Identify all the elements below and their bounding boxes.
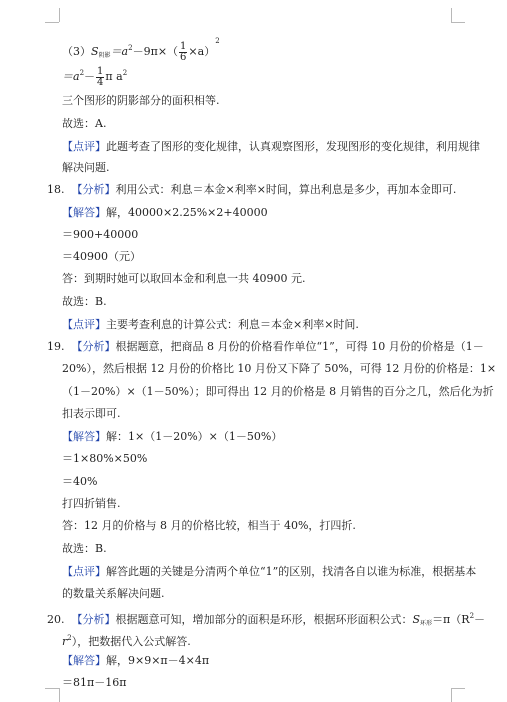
formula-sq: 2 — [128, 44, 133, 52]
formula-prefix: （3） — [62, 45, 91, 58]
formula2-minus: － — [84, 70, 96, 83]
formula2-sq: 2 — [79, 69, 85, 77]
text-line: ＝81π－16π — [62, 676, 127, 689]
ring-formula-r: r — [62, 635, 68, 648]
crop-mark-top-left-h — [45, 22, 59, 23]
text-line: ＝1×80%×50% — [62, 452, 148, 465]
review-text: 此题考查了图形的变化规律，认真观察图形，发现图形的变化规律，利用规律 — [106, 140, 480, 153]
question-20-analysis — [47, 609, 485, 631]
solution-tag: 【解答】 — [62, 206, 106, 219]
formula-sub: 阴影 — [98, 52, 111, 59]
question-19-analysis — [47, 340, 484, 354]
text-line: 扣表示即可. — [62, 407, 121, 420]
text-line: 三个图形的阴影部分的面积相等. — [62, 94, 220, 107]
formula2-fraction — [96, 67, 104, 88]
ring-formula-minus: － — [474, 613, 486, 626]
crop-mark-bottom-left — [45, 688, 60, 702]
text-line: 答：到期时她可以取回本金和利息一共 40900 元. — [62, 272, 306, 285]
fraction2-numerator: 1 — [97, 65, 104, 77]
ring-formula-S: S — [412, 613, 421, 626]
text-line: 故选：B. — [62, 542, 107, 555]
text-line — [62, 631, 191, 649]
analysis-text: 利用公式：利息＝本金×利率×时间，算出利息是多少，再加本金即可. — [115, 183, 457, 196]
text-line: 故选：A. — [62, 117, 107, 130]
formula-tail: ×a） — [188, 45, 216, 58]
formula-fraction — [179, 42, 187, 63]
solution-text: 解：1×（1－20%）×（1－50%） — [106, 430, 283, 443]
text-line: 解决问题. — [62, 161, 110, 174]
text-line: ＝900+40000 — [62, 228, 139, 241]
ring-formula-sq: 2 — [469, 612, 475, 620]
text-line: ＝40% — [62, 475, 98, 488]
analysis-tag: 【分析】 — [71, 613, 116, 626]
question-number: 20. — [47, 613, 65, 626]
ring-formula-eq: ＝π（R — [432, 613, 470, 626]
review-line — [62, 565, 476, 579]
formula2-sq2: 2 — [122, 69, 128, 77]
review-tag: 【点评】 — [62, 140, 106, 153]
review-text: 主要考查利息的计算公式：利息＝本金×利率×时间. — [106, 318, 359, 331]
text-line: （1－20%）×（1－50%）；即可得出 12 月的价格是 8 月销售的百分之几，然后化为折 — [62, 385, 494, 398]
text-line: 故选：B. — [62, 295, 107, 308]
ring-formula-tail: ），把数据代入公式解答. — [71, 635, 191, 648]
formula-eq: ＝a — [110, 45, 129, 58]
review-text: 解答此题的关键是分清两个单位“1”的区别，找清各自以谁为标准，根据基本 — [106, 565, 477, 578]
text-line: 答：12 月的价格与 8 月的价格比较，相当于 40%，打四折. — [62, 519, 356, 532]
fraction2-denominator: 4 — [97, 76, 104, 88]
formula2-eq: ＝a — [62, 70, 80, 83]
formula-S: S — [91, 45, 99, 58]
formula-shadow-area-3 — [62, 34, 220, 63]
solution-text: 解，9×9×π－4×4π — [106, 654, 210, 667]
crop-mark-top-left — [45, 8, 60, 22]
solution-text: 解，40000×2.25%×2+40000 — [106, 206, 268, 219]
text-line: ＝40900（元） — [62, 250, 141, 263]
question-number: 19. — [47, 340, 65, 353]
crop-mark-top-right — [451, 8, 466, 22]
crop-mark-bottom-right-h — [451, 688, 465, 689]
question-number: 18. — [47, 183, 65, 196]
review-line — [62, 140, 480, 154]
crop-mark-top-right-h — [451, 22, 465, 23]
review-tag: 【点评】 — [62, 318, 106, 331]
question-18-analysis — [47, 183, 456, 197]
ring-formula-rsq: 2 — [67, 634, 72, 642]
crop-mark-bottom-right — [451, 688, 466, 702]
review-tag: 【点评】 — [62, 565, 106, 578]
crop-mark-bottom-left-h — [45, 688, 59, 689]
formula2-pi: π a — [105, 70, 123, 83]
formula-outer-sq: 2 — [215, 37, 220, 45]
solution-tag: 【解答】 — [62, 430, 106, 443]
analysis-tag: 【分析】 — [71, 340, 116, 353]
solution-tag: 【解答】 — [62, 654, 106, 667]
analysis-text: 根据题意可知，增加部分的面积是环形，根据环形面积公式： — [115, 613, 413, 626]
analysis-tag: 【分析】 — [71, 183, 116, 196]
fraction-numerator: 1 — [180, 40, 187, 52]
text-line: 打四折销售. — [62, 497, 121, 510]
solution-line — [62, 654, 209, 668]
text-line: 20%），然后根据 12 月份的价格比 10 月份又下降了 50%，可得 12 月份的价格是：1× — [62, 362, 497, 375]
solution-line — [62, 430, 282, 444]
review-line — [62, 318, 359, 332]
solution-line — [62, 206, 268, 220]
formula-result — [62, 66, 127, 88]
formula-mid: －9π×（ — [132, 45, 179, 58]
fraction-denominator: 6 — [180, 51, 187, 63]
ring-formula-sub: 环形 — [420, 620, 433, 627]
text-line: 的数量关系解决问题. — [62, 587, 165, 600]
analysis-text: 根据题意，把商品 8 月份的价格看作单位“1”，可得 10 月份的价格是（1－ — [115, 340, 484, 353]
